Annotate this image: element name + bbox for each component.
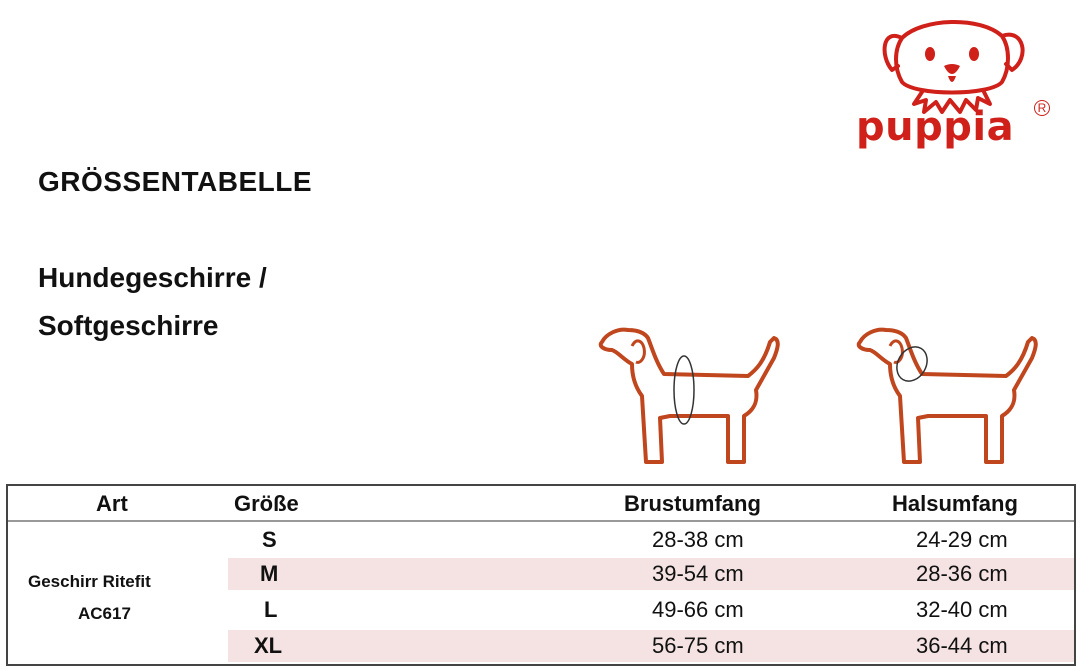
chest-cell: 28-38 cm [652, 527, 744, 552]
table-row [228, 558, 1074, 590]
product-name: Geschirr Ritefit [28, 572, 151, 591]
neck-cell: 36-44 cm [916, 633, 1008, 658]
chest-cell: 49-66 cm [652, 597, 744, 622]
subtitle-line1: Hundegeschirre / [38, 262, 267, 293]
chest-cell: 39-54 cm [652, 561, 744, 586]
header-chest: Brustumfang [624, 491, 761, 516]
registered-mark: R [1034, 100, 1050, 116]
header-size: Größe [234, 491, 299, 516]
neck-cell: 32-40 cm [916, 597, 1008, 622]
size-cell: L [264, 597, 278, 622]
dog-neck-measure-icon [856, 318, 1046, 473]
size-cell: XL [254, 633, 283, 658]
neck-cell: 24-29 cm [916, 527, 1008, 552]
dog-chest-measure-icon [598, 318, 788, 473]
table-header [8, 486, 1074, 522]
neck-cell: 28-36 cm [916, 561, 1008, 586]
size-table [6, 484, 1076, 666]
brand-name: puppia [856, 104, 1015, 150]
header-neck: Halsumfang [892, 491, 1018, 516]
header-art: Art [96, 491, 128, 516]
chest-cell: 56-75 cm [652, 633, 744, 658]
size-cell: M [260, 561, 279, 586]
subtitle-line2: Softgeschirre [38, 310, 219, 341]
size-cell: S [262, 527, 277, 552]
product-code: AC617 [78, 604, 131, 623]
table-row [228, 524, 1074, 556]
table-row [228, 594, 1074, 626]
table-row [228, 630, 1074, 662]
page-title: GRÖSSENTABELLE [38, 166, 313, 197]
